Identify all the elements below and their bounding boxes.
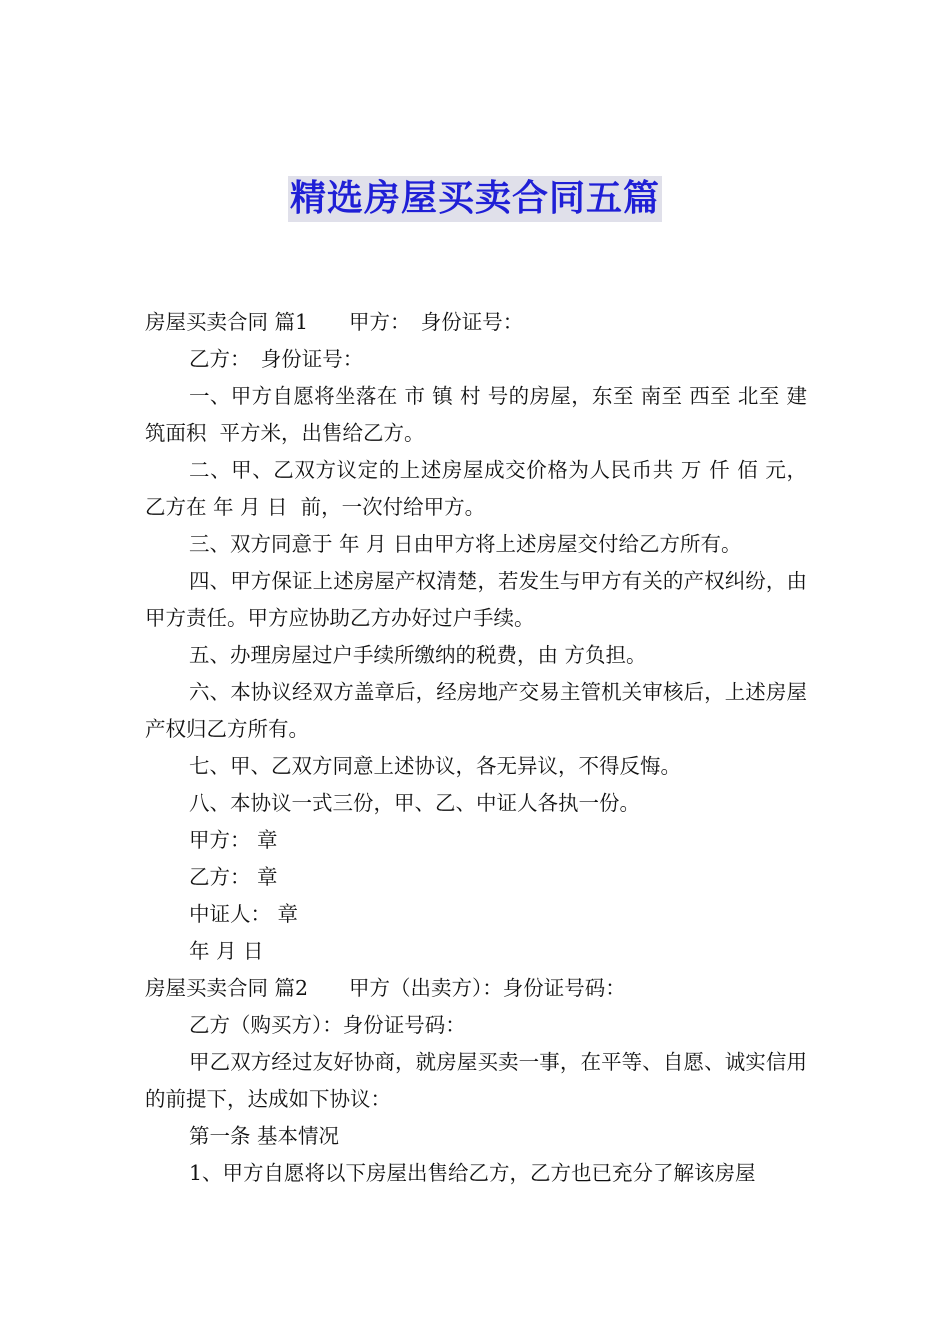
document-body [145, 304, 807, 1192]
title-container [0, 176, 950, 222]
signature-witness: 中证人： 章 [189, 902, 299, 926]
paragraph-5: 三、双方同意于 年 月 日由甲方将上述房屋交付给乙方所有。 [189, 532, 742, 556]
paragraph-15: 房屋买卖合同 篇2 甲方（出卖方）：身份证号码： [145, 976, 626, 1000]
signature-party-a: 甲方： 章 [189, 828, 278, 852]
paragraph-18: 第一条 基本情况 [189, 1124, 340, 1148]
paragraph-4: 二、甲、乙双方议定的上述房屋成交价格为人民币共 万 仟 佰 元，乙方在 年 月 日 前，一次付给甲方。 [145, 458, 807, 519]
paragraph-16: 乙方（购买方）：身份证号码： [189, 1013, 466, 1037]
paragraph-19: 1、甲方自愿将以下房屋出售给乙方，乙方也已充分了解该房屋 [189, 1161, 756, 1185]
document-title: 精选房屋买卖合同五篇 [288, 176, 662, 222]
paragraph-3: 一、甲方自愿将坐落在 市 镇 村 号的房屋，东至 南至 西至 北至 建筑面积 平方米，出售给乙方。 [145, 384, 807, 445]
paragraph-1: 房屋买卖合同 篇1 甲方： 身份证号： [145, 310, 524, 334]
signature-party-b: 乙方： 章 [189, 865, 278, 889]
paragraph-6: 四、甲方保证上述房屋产权清楚，若发生与甲方有关的产权纠纷，由甲方责任。甲方应协助乙方办好过户手续。 [145, 569, 807, 630]
paragraph-17: 甲乙双方经过友好协商，就房屋买卖一事，在平等、自愿、诚实信用的前提下，达成如下协议： [145, 1050, 807, 1111]
signature-date: 年 月 日 [189, 939, 264, 963]
paragraph-7: 五、办理房屋过户手续所缴纳的税费，由 方负担。 [189, 643, 647, 667]
paragraph-2: 乙方： 身份证号： [189, 347, 364, 371]
paragraph-9: 七、甲、乙双方同意上述协议，各无异议，不得反悔。 [189, 754, 681, 778]
paragraph-10: 八、本协议一式三份，甲、乙、中证人各执一份。 [189, 791, 640, 815]
paragraph-8: 六、本协议经双方盖章后，经房地产交易主管机关审核后，上述房屋产权归乙方所有。 [145, 680, 807, 741]
